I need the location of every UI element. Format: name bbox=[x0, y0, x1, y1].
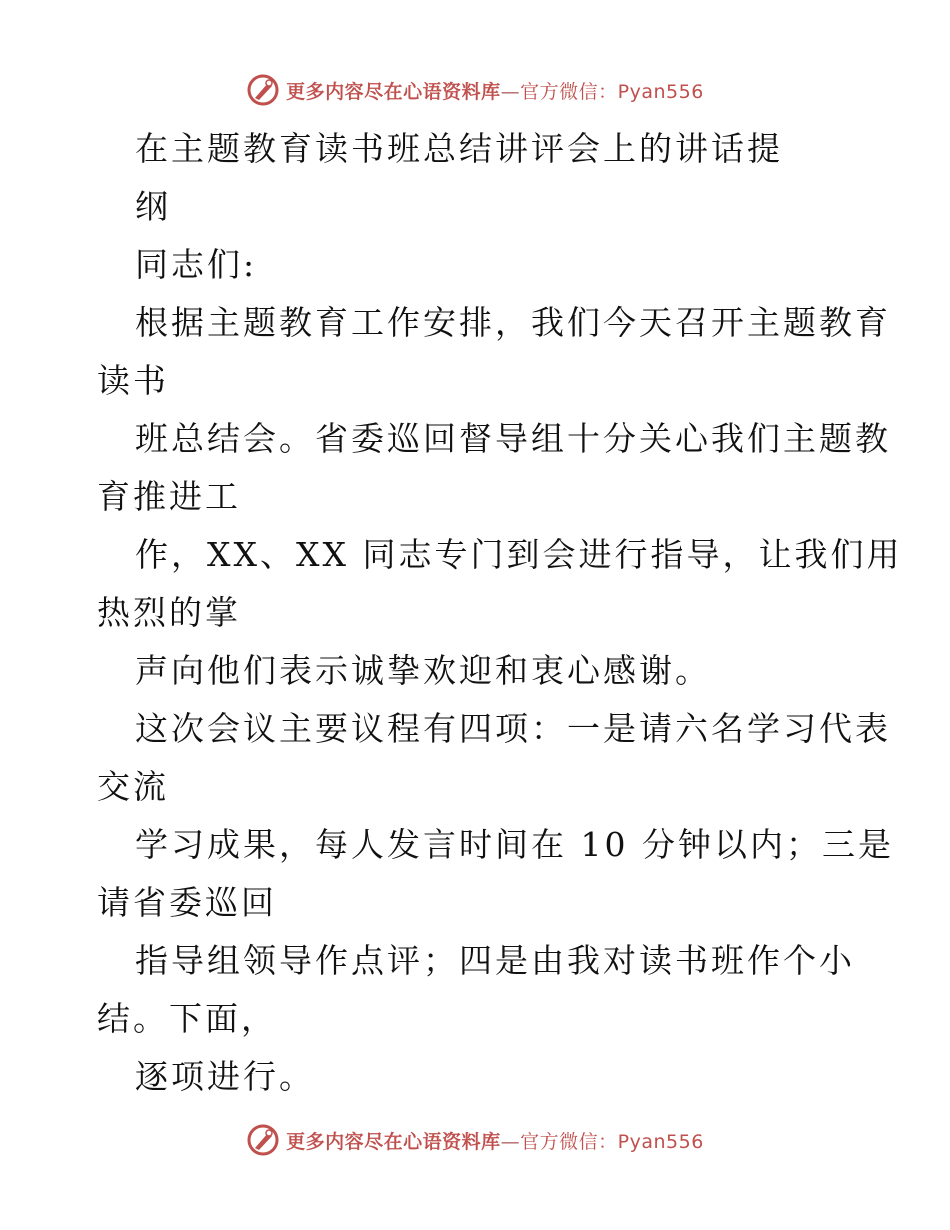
doc-line: 育推进工 bbox=[97, 477, 241, 516]
footer-watermark bbox=[0, 1120, 950, 1160]
doc-line: 作，XX、XX 同志专门到会进行指导，让我们用 bbox=[135, 535, 903, 574]
doc-line: 请省委巡回 bbox=[97, 883, 277, 922]
doc-line: 交流 bbox=[97, 767, 169, 806]
doc-line: 结。下面， bbox=[97, 999, 277, 1038]
doc-line: 在主题教育读书班总结讲评会上的讲话提 bbox=[135, 129, 783, 168]
document-body bbox=[0, 120, 950, 1106]
watermark-contact-text: 官方微信：Pyan556 bbox=[520, 80, 704, 103]
doc-line: 逐项进行。 bbox=[135, 1057, 315, 1096]
doc-line: 声向他们表示诚挚欢迎和衷心感谢。 bbox=[135, 651, 711, 690]
doc-line: 学习成果，每人发言时间在 10 分钟以内；三是 bbox=[135, 825, 894, 864]
doc-line: 纲 bbox=[135, 187, 171, 226]
doc-line: 同志们: bbox=[135, 245, 258, 284]
doc-line: 热烈的掌 bbox=[97, 593, 241, 632]
doc-line: 读书 bbox=[97, 361, 169, 400]
watermark-dash: — bbox=[500, 1130, 521, 1153]
doc-line: 根据主题教育工作安排，我们今天召开主题教育 bbox=[135, 303, 891, 342]
watermark-main-text: 更多内容尽在心语资料库 bbox=[286, 80, 501, 103]
watermark-dash: — bbox=[500, 80, 521, 103]
watermark-main-text: 更多内容尽在心语资料库 bbox=[286, 1130, 501, 1153]
doc-line: 这次会议主要议程有四项：一是请六名学习代表 bbox=[135, 709, 891, 748]
pen-logo-icon bbox=[246, 73, 280, 107]
pen-logo-icon bbox=[246, 1123, 280, 1157]
header-watermark bbox=[0, 70, 950, 110]
watermark-contact-text: 官方微信：Pyan556 bbox=[520, 1130, 704, 1153]
doc-line: 班总结会。省委巡回督导组十分关心我们主题教 bbox=[135, 419, 891, 458]
doc-line: 指导组领导作点评；四是由我对读书班作个小 bbox=[135, 941, 855, 980]
